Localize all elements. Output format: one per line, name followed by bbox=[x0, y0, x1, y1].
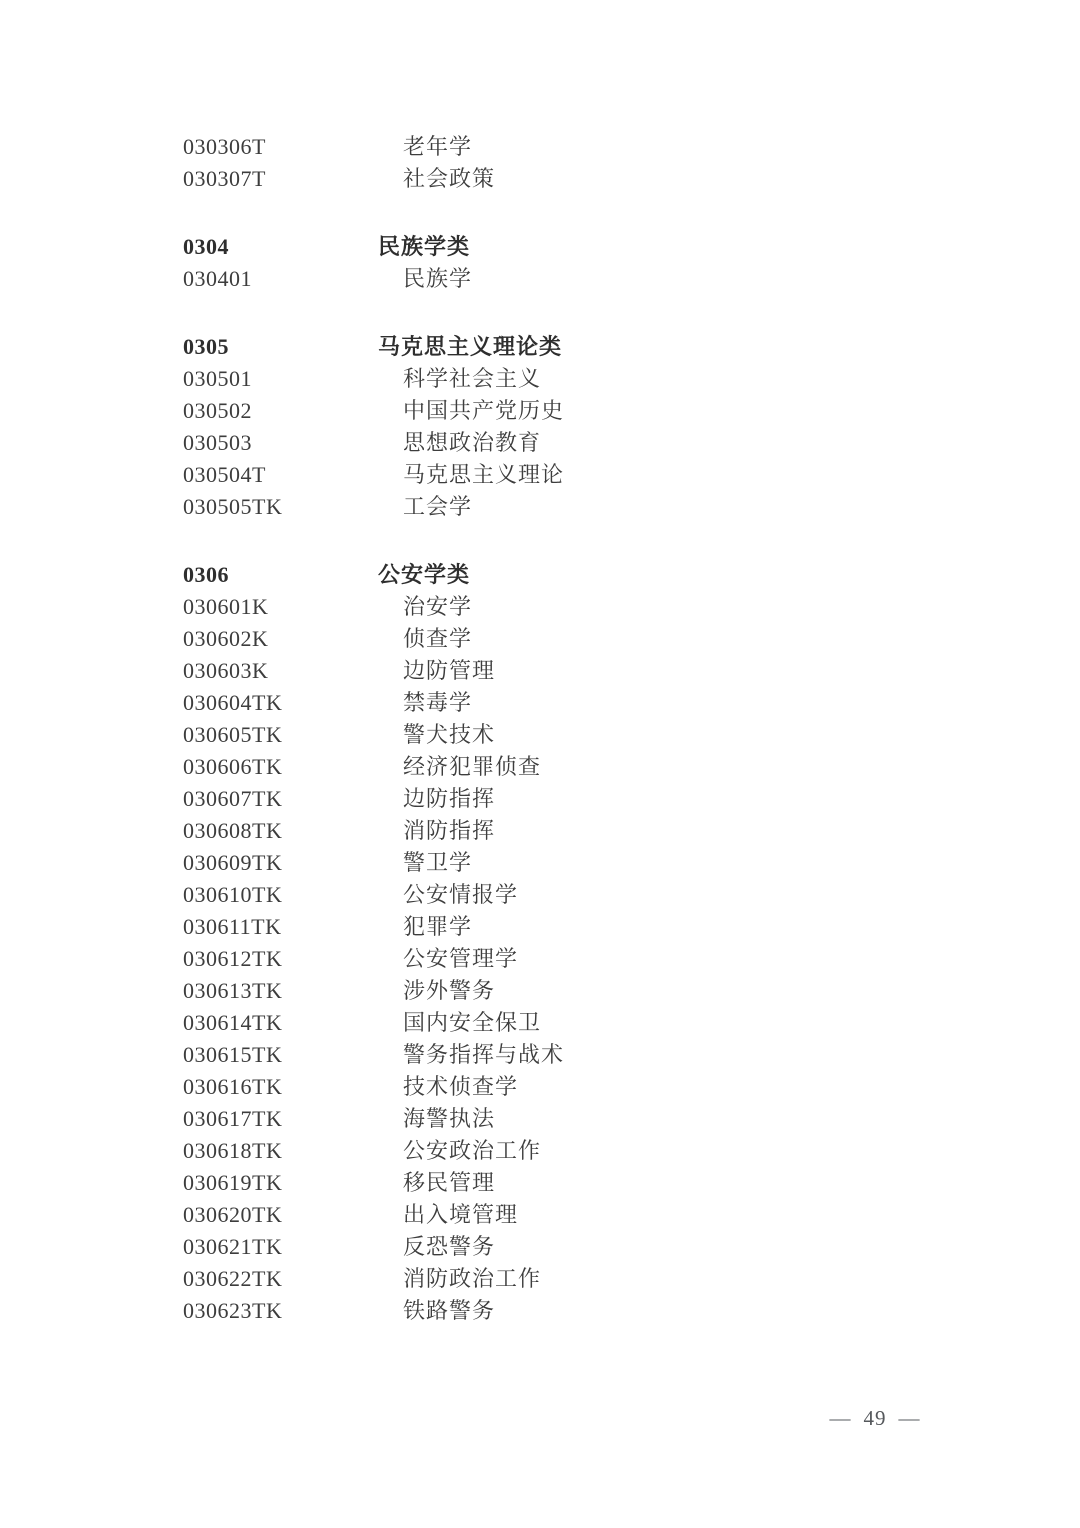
major-code: 030611TK bbox=[183, 914, 282, 939]
major-code: 030612TK bbox=[183, 946, 283, 971]
major-name: 公安管理学 bbox=[403, 946, 519, 971]
major-name: 警卫学 bbox=[403, 850, 473, 875]
major-catalog bbox=[183, 131, 1040, 1327]
major-row bbox=[183, 427, 1040, 459]
major-name: 犯罪学 bbox=[403, 914, 473, 939]
major-name: 消防政治工作 bbox=[403, 1266, 542, 1291]
category-header-row bbox=[183, 331, 1040, 363]
major-code: 030306T bbox=[183, 134, 266, 159]
major-code: 030608TK bbox=[183, 818, 283, 843]
major-row bbox=[183, 623, 1040, 655]
major-code: 030619TK bbox=[183, 1170, 283, 1195]
major-row bbox=[183, 1263, 1040, 1295]
category-code: 0304 bbox=[183, 234, 229, 259]
major-name: 老年学 bbox=[403, 134, 473, 159]
page-number: 49 bbox=[863, 1406, 887, 1430]
major-code: 030617TK bbox=[183, 1106, 283, 1131]
category-name: 马克思主义理论类 bbox=[378, 334, 563, 359]
major-name: 工会学 bbox=[403, 494, 473, 519]
major-name: 技术侦查学 bbox=[403, 1074, 519, 1099]
major-row bbox=[183, 751, 1040, 783]
major-name: 海警执法 bbox=[403, 1106, 496, 1131]
major-row bbox=[183, 783, 1040, 815]
major-row bbox=[183, 131, 1040, 163]
major-code: 030613TK bbox=[183, 978, 283, 1003]
major-row bbox=[183, 1167, 1040, 1199]
major-row bbox=[183, 719, 1040, 751]
major-code: 030602K bbox=[183, 626, 269, 651]
major-row bbox=[183, 687, 1040, 719]
major-name: 警犬技术 bbox=[403, 722, 496, 747]
major-code: 030620TK bbox=[183, 1202, 283, 1227]
major-row bbox=[183, 879, 1040, 911]
major-name: 马克思主义理论 bbox=[403, 462, 565, 487]
major-code: 030614TK bbox=[183, 1010, 283, 1035]
category-code: 0305 bbox=[183, 334, 229, 359]
page-footer bbox=[750, 1406, 1000, 1431]
major-row bbox=[183, 1135, 1040, 1167]
major-code: 030623TK bbox=[183, 1298, 283, 1323]
major-category-section bbox=[183, 331, 1040, 523]
major-row bbox=[183, 1071, 1040, 1103]
major-code: 030610TK bbox=[183, 882, 283, 907]
major-name: 公安政治工作 bbox=[403, 1138, 542, 1163]
major-code: 030622TK bbox=[183, 1266, 283, 1291]
major-code: 030616TK bbox=[183, 1074, 283, 1099]
major-row bbox=[183, 395, 1040, 427]
major-name: 科学社会主义 bbox=[403, 366, 542, 391]
major-code: 030504T bbox=[183, 462, 266, 487]
major-row bbox=[183, 911, 1040, 943]
major-code: 030503 bbox=[183, 430, 252, 455]
major-row bbox=[183, 263, 1040, 295]
major-row bbox=[183, 1295, 1040, 1327]
major-name: 民族学 bbox=[403, 266, 473, 291]
major-name: 经济犯罪侦查 bbox=[403, 754, 542, 779]
major-name: 警务指挥与战术 bbox=[403, 1042, 565, 1067]
major-code: 030603K bbox=[183, 658, 269, 683]
major-code: 030609TK bbox=[183, 850, 283, 875]
major-name: 侦查学 bbox=[403, 626, 473, 651]
footer-dash-left: — bbox=[829, 1406, 852, 1430]
major-row bbox=[183, 163, 1040, 195]
major-name: 边防管理 bbox=[403, 658, 496, 683]
footer-dash-right: — bbox=[898, 1406, 921, 1430]
major-row bbox=[183, 491, 1040, 523]
major-name: 公安情报学 bbox=[403, 882, 519, 907]
major-name: 中国共产党历史 bbox=[403, 398, 565, 423]
major-code: 030307T bbox=[183, 166, 266, 191]
major-row bbox=[183, 591, 1040, 623]
category-name: 公安学类 bbox=[378, 562, 471, 587]
major-code: 030606TK bbox=[183, 754, 283, 779]
major-code: 030615TK bbox=[183, 1042, 283, 1067]
major-code: 030501 bbox=[183, 366, 252, 391]
major-code: 030618TK bbox=[183, 1138, 283, 1163]
category-header-row bbox=[183, 559, 1040, 591]
major-row bbox=[183, 847, 1040, 879]
major-code: 030601K bbox=[183, 594, 269, 619]
major-row bbox=[183, 363, 1040, 395]
major-row bbox=[183, 1007, 1040, 1039]
major-name: 出入境管理 bbox=[403, 1202, 519, 1227]
major-code: 030505TK bbox=[183, 494, 283, 519]
major-row bbox=[183, 815, 1040, 847]
major-category-section bbox=[183, 559, 1040, 1327]
major-code: 030605TK bbox=[183, 722, 283, 747]
major-code: 030604TK bbox=[183, 690, 283, 715]
major-row bbox=[183, 459, 1040, 491]
major-code: 030401 bbox=[183, 266, 252, 291]
major-name: 铁路警务 bbox=[403, 1298, 496, 1323]
category-name: 民族学类 bbox=[378, 234, 471, 259]
major-name: 反恐警务 bbox=[403, 1234, 496, 1259]
major-name: 移民管理 bbox=[403, 1170, 496, 1195]
major-row bbox=[183, 975, 1040, 1007]
major-row bbox=[183, 1039, 1040, 1071]
major-code: 030607TK bbox=[183, 786, 283, 811]
major-row bbox=[183, 1231, 1040, 1263]
major-name: 边防指挥 bbox=[403, 786, 496, 811]
major-row bbox=[183, 1199, 1040, 1231]
major-name: 社会政策 bbox=[403, 166, 496, 191]
category-header-row bbox=[183, 231, 1040, 263]
major-category-section bbox=[183, 131, 1040, 195]
major-name: 消防指挥 bbox=[403, 818, 496, 843]
major-name: 禁毒学 bbox=[403, 690, 473, 715]
major-name: 思想政治教育 bbox=[403, 430, 542, 455]
major-row bbox=[183, 1103, 1040, 1135]
major-code: 030621TK bbox=[183, 1234, 283, 1259]
major-code: 030502 bbox=[183, 398, 252, 423]
major-category-section bbox=[183, 231, 1040, 295]
major-row bbox=[183, 943, 1040, 975]
category-code: 0306 bbox=[183, 562, 229, 587]
major-name: 国内安全保卫 bbox=[403, 1010, 542, 1035]
major-row bbox=[183, 655, 1040, 687]
major-name: 涉外警务 bbox=[403, 978, 496, 1003]
major-name: 治安学 bbox=[403, 594, 473, 619]
